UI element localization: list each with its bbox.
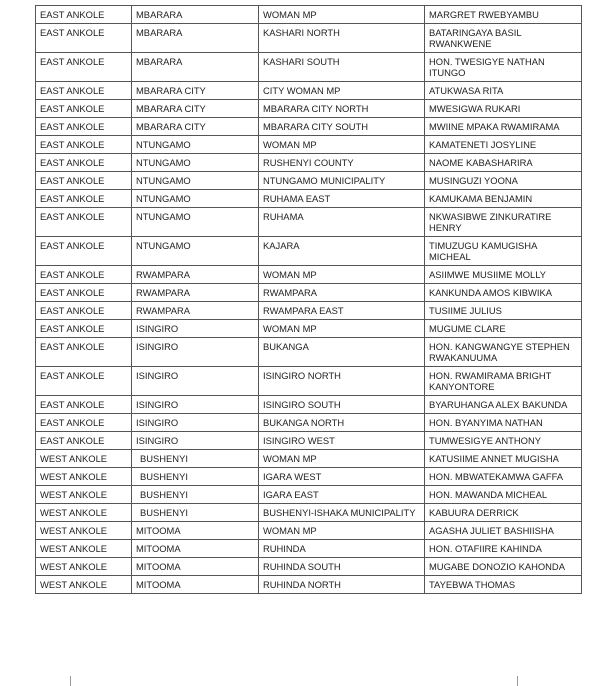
constituency-cell: WOMAN MP — [259, 450, 425, 468]
region-cell: EAST ANKOLE — [36, 367, 132, 396]
candidate-cell: HON. TWESIGYE NATHAN ITUNGO — [425, 53, 582, 82]
candidate-cell: HON. RWAMIRAMA BRIGHT KANYONTORE — [425, 367, 582, 396]
table-row — [36, 190, 582, 208]
region-cell: WEST ANKOLE — [36, 468, 132, 486]
region-cell: EAST ANKOLE — [36, 100, 132, 118]
constituency-cell: RUSHENYI COUNTY — [259, 154, 425, 172]
table-row — [36, 266, 582, 284]
region-cell: EAST ANKOLE — [36, 154, 132, 172]
candidate-cell: TUMWESIGYE ANTHONY — [425, 432, 582, 450]
district-cell: ISINGIRO — [132, 414, 259, 432]
table-row — [36, 118, 582, 136]
constituency-cell: RWAMPARA EAST — [259, 302, 425, 320]
district-cell: MBARARA — [132, 53, 259, 82]
constituency-cell: IGARA WEST — [259, 468, 425, 486]
table-row — [36, 367, 582, 396]
district-cell: MBARARA CITY — [132, 82, 259, 100]
table-row — [36, 540, 582, 558]
district-cell: NTUNGAMO — [132, 208, 259, 237]
table-row — [36, 302, 582, 320]
candidate-cell: BYARUHANGA ALEX BAKUNDA — [425, 396, 582, 414]
district-cell: MBARARA — [132, 6, 259, 24]
constituency-cell: WOMAN MP — [259, 6, 425, 24]
district-cell: BUSHENYI — [132, 450, 259, 468]
district-cell: NTUNGAMO — [132, 237, 259, 266]
constituency-cell: MBARARA CITY NORTH — [259, 100, 425, 118]
table-row — [36, 6, 582, 24]
constituency-cell: RUHAMA — [259, 208, 425, 237]
region-cell: EAST ANKOLE — [36, 338, 132, 367]
constituency-cell: KASHARI SOUTH — [259, 53, 425, 82]
constituency-cell: BUSHENYI-ISHAKA MUNICIPALITY — [259, 504, 425, 522]
candidate-cell: MUSINGUZI YOONA — [425, 172, 582, 190]
district-cell: RWAMPARA — [132, 266, 259, 284]
table-row — [36, 468, 582, 486]
district-cell: BUSHENYI — [132, 468, 259, 486]
candidate-cell: HON. MBWATEKAMWA GAFFA — [425, 468, 582, 486]
candidate-cell: HON. KANGWANGYE STEPHEN RWAKANUUMA — [425, 338, 582, 367]
district-cell: NTUNGAMO — [132, 172, 259, 190]
constituency-cell: ISINGIRO WEST — [259, 432, 425, 450]
constituency-cell: WOMAN MP — [259, 266, 425, 284]
district-cell: RWAMPARA — [132, 284, 259, 302]
table-row — [36, 486, 582, 504]
candidate-cell: TIMUZUGU KAMUGISHA MICHEAL — [425, 237, 582, 266]
candidate-cell: MWESIGWA RUKARI — [425, 100, 582, 118]
region-cell: EAST ANKOLE — [36, 432, 132, 450]
constituency-cell: KAJARA — [259, 237, 425, 266]
candidate-cell: HON. BYANYIMA NATHAN — [425, 414, 582, 432]
margin-mark — [517, 676, 518, 686]
constituency-cell: ISINGIRO SOUTH — [259, 396, 425, 414]
table-row — [36, 432, 582, 450]
region-cell: EAST ANKOLE — [36, 53, 132, 82]
constituency-cell: RUHINDA SOUTH — [259, 558, 425, 576]
constituency-cell: RWAMPARA — [259, 284, 425, 302]
table-row — [36, 154, 582, 172]
candidate-cell: MUGUME CLARE — [425, 320, 582, 338]
region-cell: WEST ANKOLE — [36, 450, 132, 468]
region-cell: EAST ANKOLE — [36, 136, 132, 154]
constituency-cell: BUKANGA NORTH — [259, 414, 425, 432]
constituency-cell: NTUNGAMO MUNICIPALITY — [259, 172, 425, 190]
table-row — [36, 208, 582, 237]
region-cell: EAST ANKOLE — [36, 208, 132, 237]
table-row — [36, 504, 582, 522]
table-row — [36, 320, 582, 338]
table-row — [36, 414, 582, 432]
candidate-cell: AGASHA JULIET BASHIISHA — [425, 522, 582, 540]
constituency-cell: RUHINDA NORTH — [259, 576, 425, 594]
constituency-cell: IGARA EAST — [259, 486, 425, 504]
table-row — [36, 522, 582, 540]
district-cell: NTUNGAMO — [132, 136, 259, 154]
candidate-cell: TAYEBWA THOMAS — [425, 576, 582, 594]
district-cell: MBARARA CITY — [132, 118, 259, 136]
candidate-cell: NKWASIBWE ZINKURATIRE HENRY — [425, 208, 582, 237]
table-row — [36, 396, 582, 414]
district-cell: BUSHENYI — [132, 486, 259, 504]
district-cell: ISINGIRO — [132, 396, 259, 414]
constituency-cell: WOMAN MP — [259, 320, 425, 338]
district-cell: MITOOMA — [132, 576, 259, 594]
candidate-cell: HON. OTAFIIRE KAHINDA — [425, 540, 582, 558]
candidate-cell: KABUURA DERRICK — [425, 504, 582, 522]
district-cell: MITOOMA — [132, 540, 259, 558]
candidate-cell: MARGRET RWEBYAMBU — [425, 6, 582, 24]
region-cell: EAST ANKOLE — [36, 24, 132, 53]
constituency-cell: ISINGIRO NORTH — [259, 367, 425, 396]
region-cell: WEST ANKOLE — [36, 540, 132, 558]
constituency-cell: BUKANGA — [259, 338, 425, 367]
district-cell: MITOOMA — [132, 558, 259, 576]
region-cell: EAST ANKOLE — [36, 118, 132, 136]
region-cell: EAST ANKOLE — [36, 302, 132, 320]
candidate-cell: HON. MAWANDA MICHEAL — [425, 486, 582, 504]
table-row — [36, 338, 582, 367]
region-cell: EAST ANKOLE — [36, 6, 132, 24]
table-row — [36, 558, 582, 576]
region-cell: EAST ANKOLE — [36, 190, 132, 208]
table-row — [36, 24, 582, 53]
table-row — [36, 100, 582, 118]
region-cell: EAST ANKOLE — [36, 284, 132, 302]
table-row — [36, 53, 582, 82]
region-cell: EAST ANKOLE — [36, 172, 132, 190]
constituency-cell: WOMAN MP — [259, 522, 425, 540]
constituency-cell: RUHAMA EAST — [259, 190, 425, 208]
candidate-cell: KANKUNDA AMOS KIBWIKA — [425, 284, 582, 302]
table-row — [36, 450, 582, 468]
candidate-cell: NAOME KABASHARIRA — [425, 154, 582, 172]
constituency-cell: CITY WOMAN MP — [259, 82, 425, 100]
table-row — [36, 136, 582, 154]
table-row — [36, 576, 582, 594]
district-cell: NTUNGAMO — [132, 190, 259, 208]
district-cell: MITOOMA — [132, 522, 259, 540]
region-cell: WEST ANKOLE — [36, 486, 132, 504]
candidate-cell: ASIIMWE MUSIIME MOLLY — [425, 266, 582, 284]
district-cell: MBARARA CITY — [132, 100, 259, 118]
region-cell: WEST ANKOLE — [36, 522, 132, 540]
candidate-cell: ATUKWASA RITA — [425, 82, 582, 100]
candidates-table — [35, 5, 582, 594]
district-cell: NTUNGAMO — [132, 154, 259, 172]
region-cell: WEST ANKOLE — [36, 576, 132, 594]
candidate-cell: MUGABE DONOZIO KAHONDA — [425, 558, 582, 576]
candidate-cell: KATUSIIME ANNET MUGISHA — [425, 450, 582, 468]
region-cell: EAST ANKOLE — [36, 320, 132, 338]
district-cell: ISINGIRO — [132, 432, 259, 450]
district-cell: ISINGIRO — [132, 367, 259, 396]
candidate-cell: TUSIIME JULIUS — [425, 302, 582, 320]
constituency-cell: WOMAN MP — [259, 136, 425, 154]
table-body — [36, 6, 582, 594]
district-cell: MBARARA — [132, 24, 259, 53]
table-row — [36, 172, 582, 190]
district-cell: RWAMPARA — [132, 302, 259, 320]
candidate-cell: KAMATENETI JOSYLINE — [425, 136, 582, 154]
district-cell: ISINGIRO — [132, 320, 259, 338]
constituency-cell: RUHINDA — [259, 540, 425, 558]
candidate-cell: BATARINGAYA BASIL RWANKWENE — [425, 24, 582, 53]
district-cell: BUSHENYI — [132, 504, 259, 522]
constituency-cell: KASHARI NORTH — [259, 24, 425, 53]
district-cell: ISINGIRO — [132, 338, 259, 367]
candidate-cell: KAMUKAMA BENJAMIN — [425, 190, 582, 208]
region-cell: EAST ANKOLE — [36, 82, 132, 100]
constituency-cell: MBARARA CITY SOUTH — [259, 118, 425, 136]
region-cell: WEST ANKOLE — [36, 558, 132, 576]
table-row — [36, 82, 582, 100]
region-cell: EAST ANKOLE — [36, 237, 132, 266]
region-cell: WEST ANKOLE — [36, 504, 132, 522]
region-cell: EAST ANKOLE — [36, 414, 132, 432]
table-row — [36, 237, 582, 266]
region-cell: EAST ANKOLE — [36, 396, 132, 414]
margin-mark — [70, 676, 71, 686]
table-row — [36, 284, 582, 302]
candidate-cell: MWIINE MPAKA RWAMIRAMA — [425, 118, 582, 136]
region-cell: EAST ANKOLE — [36, 266, 132, 284]
